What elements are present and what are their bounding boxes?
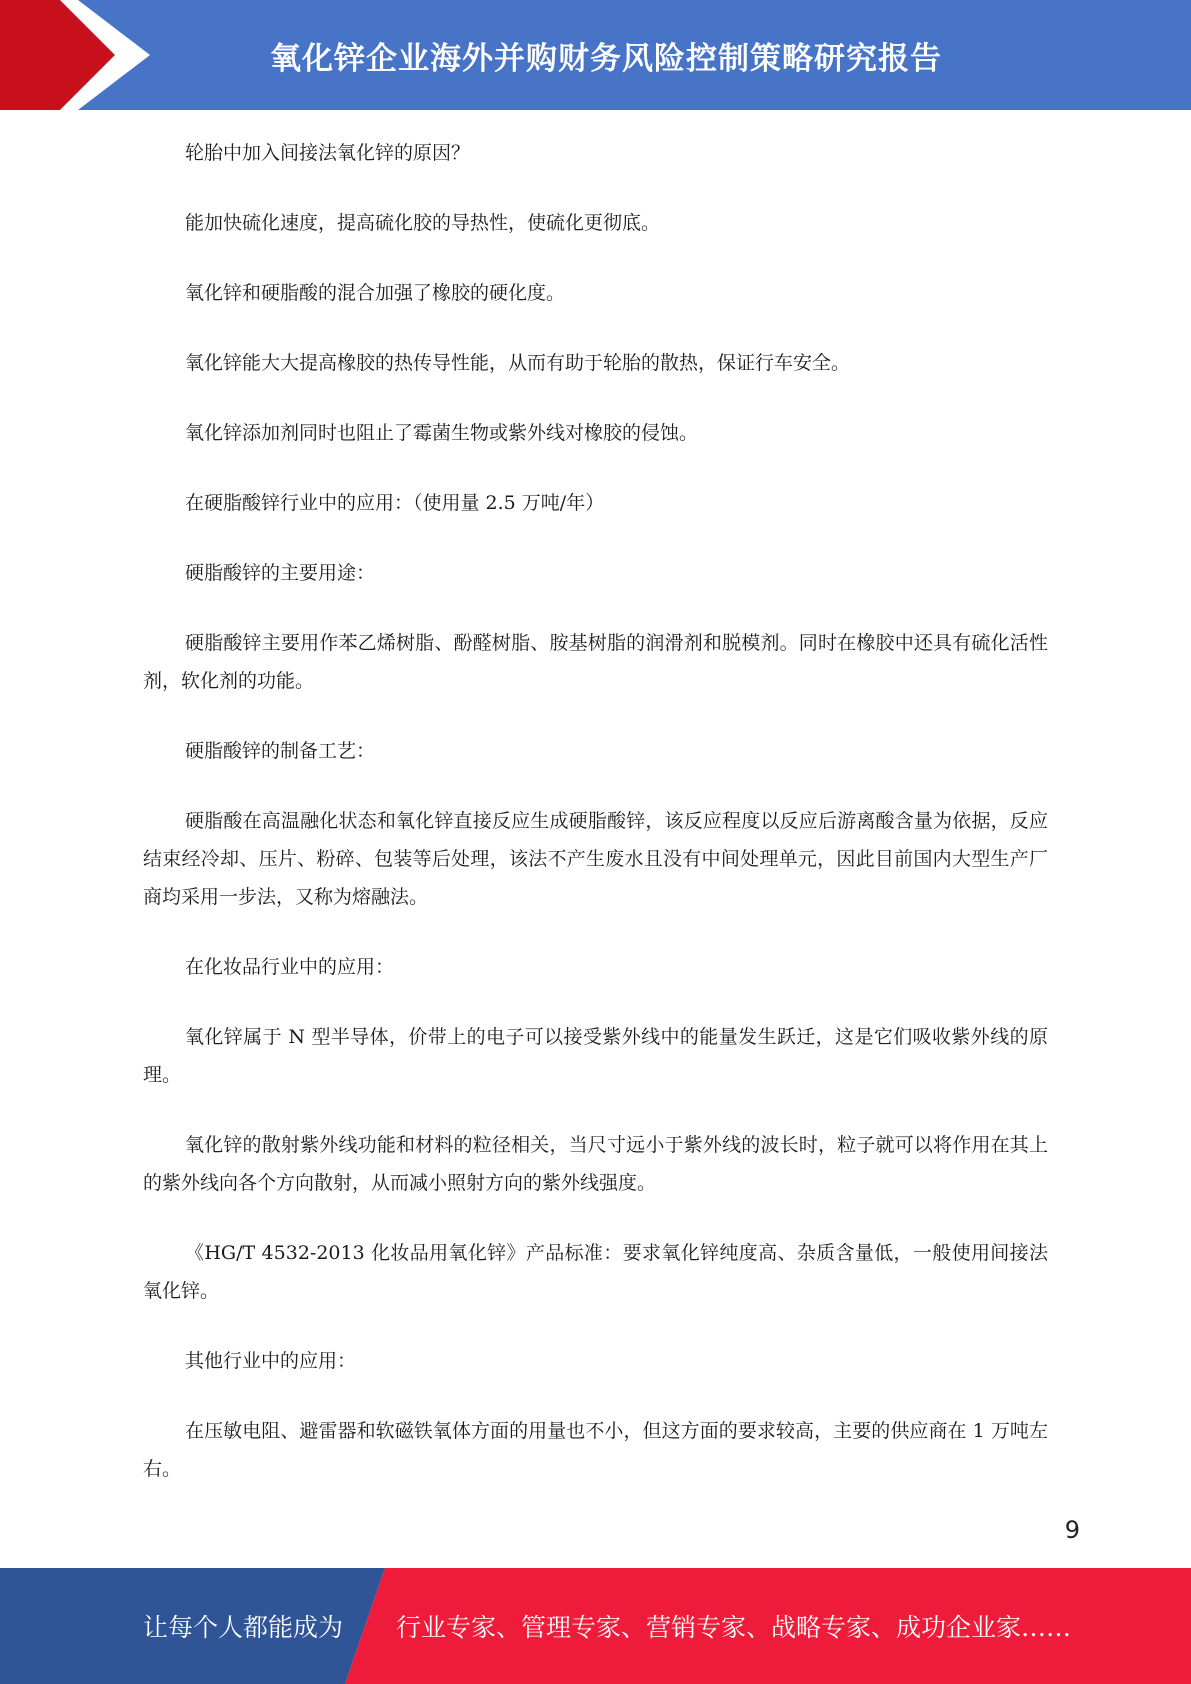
paragraph: 氧化锌添加剂同时也阻止了霉菌生物或紫外线对橡胶的侵蚀。	[185, 422, 699, 444]
paragraph: 轮胎中加入间接法氧化锌的原因？	[185, 142, 471, 164]
footer-slogan-right: 行业专家、管理专家、营销专家、战略专家、成功企业家……	[396, 1613, 1072, 1642]
paragraph: 硬脂酸在高温融化状态和氧化锌直接反应生成硬脂酸锌，该反应程度以反应后游离酸含量为依据，反应结束经冷却、压片、粉碎、包装等后处理，该法不产生废水且没有中间处理单元，因此目前国内大型生产厂商均采用一步法，又称为熔融法。	[143, 810, 1048, 908]
footer-slogan-left: 让每个人都能成为	[143, 1613, 344, 1642]
page-footer	[0, 1568, 1191, 1684]
header-chevron-decoration	[0, 0, 160, 110]
paragraph: 《HG/T 4532-2013 化妆品用氧化锌》产品标准：要求氧化锌纯度高、杂质含量低，一般使用间接法氧化锌。	[143, 1242, 1048, 1302]
page-header	[0, 0, 1191, 110]
paragraph: 其他行业中的应用：	[185, 1350, 357, 1372]
paragraph: 氧化锌能大大提高橡胶的热传导性能，从而有助于轮胎的散热，保证行车安全。	[185, 352, 851, 374]
paragraph: 氧化锌和硬脂酸的混合加强了橡胶的硬化度。	[185, 282, 566, 304]
paragraph: 硬脂酸锌的制备工艺：	[185, 740, 376, 762]
page-number: 9	[1064, 1516, 1080, 1544]
paragraph: 氧化锌的散射紫外线功能和材料的粒径相关，当尺寸远小于紫外线的波长时，粒子就可以将作用在其上的紫外线向各个方向散射，从而减小照射方向的紫外线强度。	[143, 1134, 1048, 1194]
report-title: 氧化锌企业海外并购财务风险控制策略研究报告	[270, 40, 942, 77]
paragraph: 能加快硫化速度，提高硫化胶的导热性，使硫化更彻底。	[185, 212, 661, 234]
document-body	[143, 134, 1048, 1520]
paragraph: 硬脂酸锌主要用作苯乙烯树脂、酚醛树脂、胺基树脂的润滑剂和脱模剂。同时在橡胶中还具有硫化活性剂，软化剂的功能。	[143, 632, 1048, 692]
paragraph: 在化妆品行业中的应用：	[185, 956, 395, 978]
paragraph: 硬脂酸锌的主要用途：	[185, 562, 376, 584]
paragraph: 在压敏电阻、避雷器和软磁铁氧体方面的用量也不小，但这方面的要求较高，主要的供应商在 1 万吨左右。	[143, 1420, 1048, 1480]
paragraph: 氧化锌属于 N 型半导体，价带上的电子可以接受紫外线中的能量发生跃迁，这是它们吸收紫外线的原理。	[143, 1026, 1048, 1086]
paragraph: 在硬脂酸锌行业中的应用：（使用量 2.5 万吨/年）	[185, 492, 605, 514]
